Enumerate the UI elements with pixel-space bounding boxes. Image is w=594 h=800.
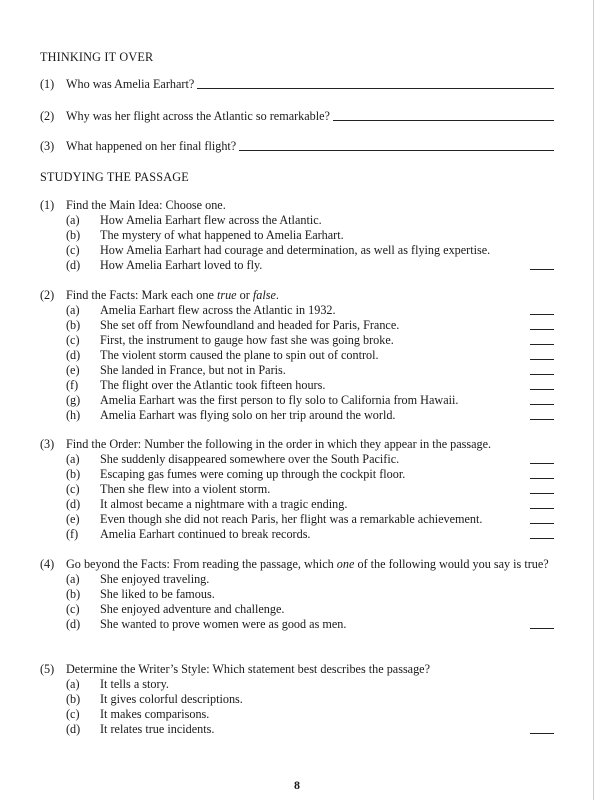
question-number: (1) [40, 198, 55, 212]
answer-blank[interactable] [530, 394, 554, 405]
option-letter: (a) [66, 677, 80, 691]
answer-blank[interactable] [530, 334, 554, 345]
question-text: Why was her flight across the Atlantic so remarkable? [66, 109, 330, 123]
option-row [40, 213, 554, 228]
option-row [40, 363, 554, 378]
answer-blank[interactable] [530, 483, 554, 494]
question-prompt-row [40, 662, 554, 677]
option-letter: (a) [66, 452, 80, 466]
option-letter: (b) [66, 467, 81, 481]
question-number: (1) [40, 77, 55, 91]
question-prompt-row [40, 557, 554, 572]
question-prompt: Find the Order: Number the following in the order in which they appear in the passage. [66, 437, 492, 451]
option-row [40, 378, 554, 393]
option-letter: (c) [66, 333, 80, 347]
thinking-question-2 [40, 108, 554, 124]
question-beyond-facts [40, 557, 554, 632]
option-letter: (d) [66, 497, 81, 511]
option-letter: (h) [66, 408, 81, 422]
prompt-emphasis: one [336, 557, 355, 571]
question-number: (2) [40, 109, 55, 123]
option-row [40, 677, 554, 692]
option-row [40, 348, 554, 363]
option-row [40, 692, 554, 707]
option-letter: (d) [66, 258, 81, 272]
question-number: (4) [40, 557, 55, 571]
option-text: Amelia Earhart flew across the Atlantic in 1932. [100, 303, 336, 317]
question-find-order [40, 437, 554, 542]
question-prompt-row [40, 198, 554, 213]
option-text: The violent storm caused the plane to spin out of control. [100, 348, 379, 362]
option-letter: (b) [66, 587, 81, 601]
option-row [40, 482, 554, 497]
option-row [40, 243, 554, 258]
option-letter: (b) [66, 228, 81, 242]
question-number: (3) [40, 139, 55, 153]
option-letter: (c) [66, 482, 80, 496]
option-letter: (d) [66, 722, 81, 736]
question-main-idea [40, 198, 554, 273]
option-letter: (b) [66, 692, 81, 706]
question-find-facts [40, 288, 554, 423]
answer-blank[interactable] [530, 379, 554, 390]
option-letter: (c) [66, 707, 80, 721]
option-row [40, 617, 554, 632]
answer-line[interactable] [239, 139, 554, 151]
thinking-heading: THINKING IT OVER [40, 50, 154, 64]
option-text: Then she flew into a violent storm. [100, 482, 271, 496]
thinking-question-3 [40, 138, 554, 154]
question-prompt: Find the Main Idea: Choose one. [66, 198, 226, 212]
option-text: She enjoyed adventure and challenge. [100, 602, 285, 616]
option-text: She enjoyed traveling. [100, 572, 210, 586]
option-text: How Amelia Earhart flew across the Atlantic. [100, 213, 322, 227]
option-row [40, 228, 554, 243]
question-text: Who was Amelia Earhart? [66, 77, 195, 91]
option-letter: (e) [66, 512, 80, 526]
option-letter: (b) [66, 318, 81, 332]
prompt-part: Find the Facts: Mark each one [66, 288, 217, 302]
option-text: How Amelia Earhart loved to fly. [100, 258, 263, 272]
option-text: She suddenly disappeared somewhere over the South Pacific. [100, 452, 400, 466]
question-number: (3) [40, 437, 55, 451]
prompt-part: . [275, 288, 279, 302]
option-letter: (c) [66, 243, 80, 257]
prompt-emphasis-false: false [252, 288, 276, 302]
option-letter: (g) [66, 393, 81, 407]
option-row [40, 722, 554, 737]
option-text: She liked to be famous. [100, 587, 215, 601]
option-text: The mystery of what happened to Amelia Earhart. [100, 228, 344, 242]
answer-blank[interactable] [530, 498, 554, 509]
option-text: It almost became a nightmare with a tragic ending. [100, 497, 348, 511]
option-row [40, 497, 554, 512]
question-writers-style [40, 662, 554, 737]
option-row [40, 393, 554, 408]
studying-heading: STUDYING THE PASSAGE [40, 170, 189, 184]
option-row [40, 258, 554, 273]
answer-blank[interactable] [530, 349, 554, 360]
option-text: The flight over the Atlantic took fifteen hours. [100, 378, 326, 392]
option-text: It relates true incidents. [100, 722, 215, 736]
option-text: Amelia Earhart was the first person to fly solo to California from Hawaii. [100, 393, 459, 407]
answer-blank[interactable] [530, 319, 554, 330]
answer-blank[interactable] [530, 468, 554, 479]
option-letter: (c) [66, 602, 80, 616]
question-number: (2) [40, 288, 55, 302]
option-row [40, 318, 554, 333]
option-text: Even though she did not reach Paris, her flight was a remarkable achievement. [100, 512, 483, 526]
option-letter: (a) [66, 213, 80, 227]
question-text: What happened on her final flight? [66, 139, 237, 153]
option-text: Amelia Earhart continued to break records. [100, 527, 311, 541]
answer-line[interactable] [333, 109, 554, 121]
question-prompt: Determine the Writer’s Style: Which statement best describes the passage? [66, 662, 431, 676]
option-row [40, 467, 554, 482]
option-text: Amelia Earhart was flying solo on her trip around the world. [100, 408, 396, 422]
thinking-question-1 [40, 76, 554, 92]
option-letter: (e) [66, 363, 80, 377]
option-row [40, 303, 554, 318]
answer-blank[interactable] [530, 304, 554, 315]
option-row [40, 527, 554, 542]
question-prompt [66, 288, 554, 303]
option-text: How Amelia Earhart had courage and determination, as well as flying expertise. [100, 243, 491, 257]
answer-blank[interactable] [530, 723, 554, 734]
option-letter: (a) [66, 303, 80, 317]
option-text: First, the instrument to gauge how fast she was going broke. [100, 333, 394, 347]
answer-blank[interactable] [530, 513, 554, 524]
prompt-part: Go beyond the Facts: From reading the passage, which [66, 557, 337, 571]
page-number: 8 [294, 778, 300, 792]
answer-blank[interactable] [530, 364, 554, 375]
option-row [40, 333, 554, 348]
option-letter: (a) [66, 572, 80, 586]
option-text: Escaping gas fumes were coming up through the cockpit floor. [100, 467, 406, 481]
option-letter: (d) [66, 617, 81, 631]
option-row [40, 572, 554, 587]
option-text: It makes comparisons. [100, 707, 210, 721]
question-prompt-row [40, 437, 554, 452]
prompt-emphasis-true: true [216, 288, 237, 302]
option-row [40, 512, 554, 527]
option-text: It gives colorful descriptions. [100, 692, 243, 706]
answer-blank[interactable] [530, 528, 554, 539]
option-text: She wanted to prove women were as good as men. [100, 617, 347, 631]
option-row [40, 707, 554, 722]
question-prompt [66, 557, 554, 572]
answer-blank[interactable] [530, 409, 554, 420]
option-row [40, 408, 554, 423]
answer-line[interactable] [197, 77, 554, 89]
prompt-part: or [236, 288, 253, 302]
answer-blank[interactable] [530, 259, 554, 270]
answer-blank[interactable] [530, 618, 554, 629]
option-row [40, 587, 554, 602]
option-row [40, 452, 554, 467]
option-text: She landed in France, but not in Paris. [100, 363, 286, 377]
answer-blank[interactable] [530, 453, 554, 464]
option-letter: (f) [66, 378, 79, 392]
question-number: (5) [40, 662, 55, 676]
option-letter: (f) [66, 527, 79, 541]
option-letter: (d) [66, 348, 81, 362]
prompt-part: of the following would you say is true? [354, 557, 549, 571]
option-text: It tells a story. [100, 677, 169, 691]
option-row [40, 602, 554, 617]
question-prompt-row [40, 288, 554, 303]
option-text: She set off from Newfoundland and headed for Paris, France. [100, 318, 400, 332]
